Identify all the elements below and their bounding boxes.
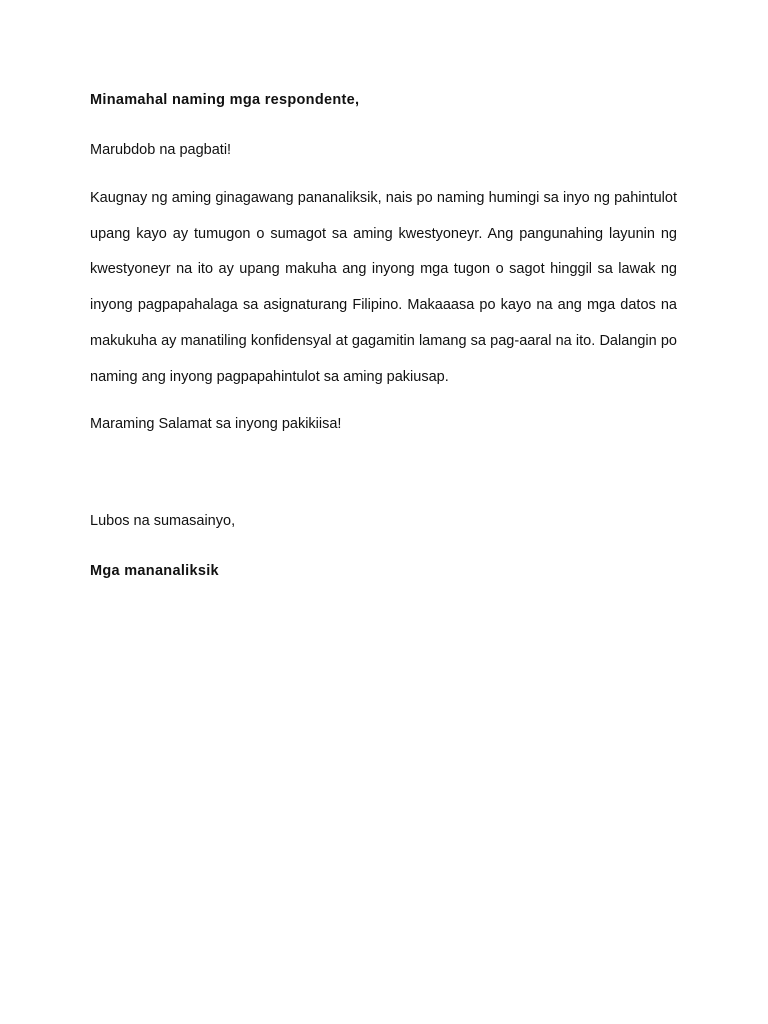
letter-greeting: Marubdob na pagbati! bbox=[90, 142, 232, 158]
letter-salutation: Minamahal naming mga respondente, bbox=[90, 92, 360, 108]
letter-signature: Mga mananaliksik bbox=[90, 563, 219, 579]
letter-closing: Lubos na sumasainyo, bbox=[90, 513, 236, 529]
letter-body-paragraph: Kaugnay ng aming ginagawang pananaliksik, nais po naming humingi sa inyo ng pahintulot upang kayo ay tumugon o sumagot sa aming kwestyoneyr. Ang pangunahing layunin ng kwestyoneyr na ito ay upang makuha ang inyong mga tugon o sagot hinggil sa lawak ng inyong pagpapahalaga sa asignaturang Filipino. Makaaasa po kayo na ang mga datos na makukuha ay manatiling konfidensyal at gagamitin lamang sa pag-aaral na ito. Dalangin po naming ang inyong pagpapahintulot sa aming pakiusap. bbox=[90, 190, 677, 385]
letter-thanks: Maraming Salamat sa inyong pakikiisa! bbox=[90, 416, 342, 432]
